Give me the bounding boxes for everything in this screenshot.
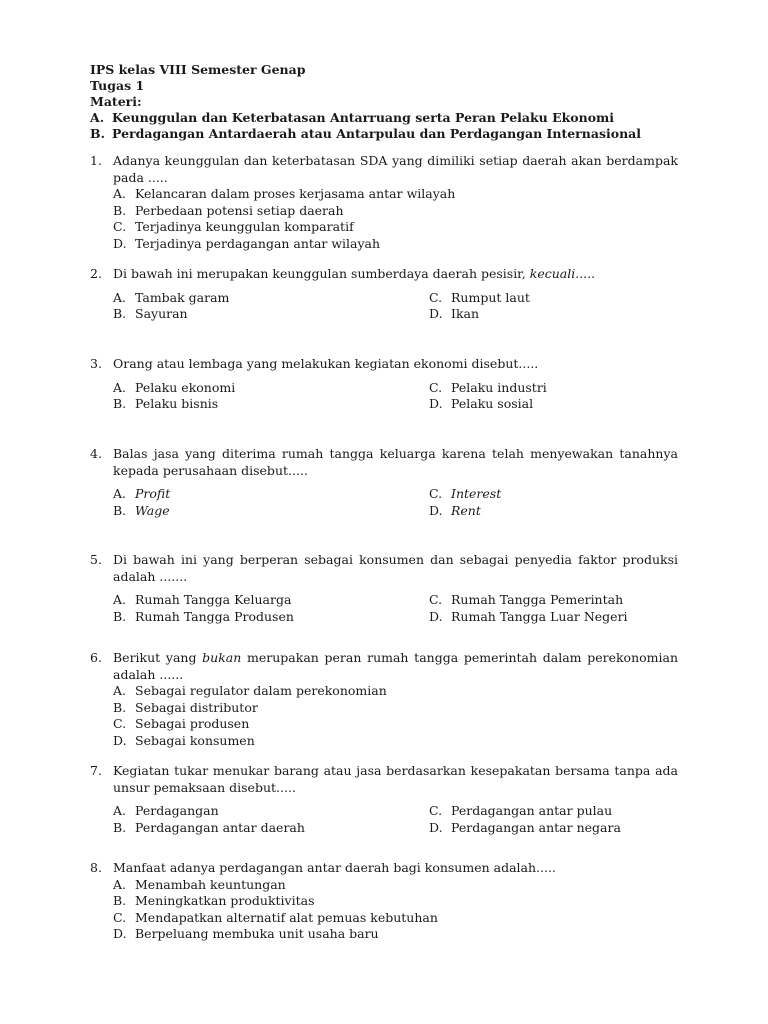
option-text: Profit bbox=[135, 486, 171, 501]
option-c[interactable] bbox=[429, 380, 729, 397]
option-text: Pelaku sosial bbox=[451, 396, 534, 411]
stem-text: merupakan peran rumah tangga pemerintah dalam perekonomian adalah ...... bbox=[113, 650, 679, 682]
option-letter: B. bbox=[113, 893, 127, 908]
option-c[interactable] bbox=[429, 803, 729, 820]
option-text: Terjadinya keunggulan komparatif bbox=[135, 219, 354, 234]
option-d[interactable] bbox=[429, 306, 729, 323]
option-text: Rumah Tangga Pemerintah bbox=[451, 592, 624, 607]
option-text: Pelaku bisnis bbox=[135, 396, 219, 411]
question-4 bbox=[90, 446, 678, 519]
option-text: Rumah Tangga Produsen bbox=[135, 608, 294, 624]
option-letter: B. bbox=[113, 502, 127, 518]
option-letter: D. bbox=[429, 502, 443, 518]
stem-emphasis: kecuali bbox=[529, 266, 576, 281]
option-letter: D. bbox=[113, 235, 127, 251]
question-stem: Manfaat adanya perdagangan antar daerah bagi konsumen adalah..... bbox=[113, 860, 556, 875]
option-d[interactable] bbox=[429, 820, 729, 837]
question-number: 5. bbox=[90, 552, 102, 567]
question-stem bbox=[113, 650, 678, 683]
option-letter: C. bbox=[113, 219, 127, 234]
option-text: Mendapatkan alternatif alat pemuas kebutuhan bbox=[135, 909, 438, 925]
question-7 bbox=[90, 763, 678, 836]
option-text: Sebagai regulator dalam perekonomian bbox=[135, 683, 387, 698]
option-grid bbox=[113, 803, 678, 836]
option-text: Rumah Tangga Keluarga bbox=[135, 592, 292, 607]
option-text: Berpeluang membuka unit usaha baru bbox=[135, 926, 379, 941]
option-d[interactable] bbox=[113, 733, 678, 750]
question-stem: Kegiatan tukar menukar barang atau jasa berdasarkan kesepakatan bersama tanpa ada unsur pemaksaan disebut..... bbox=[113, 763, 678, 795]
option-d[interactable] bbox=[113, 926, 678, 943]
option-text: Rumah Tangga Luar Negeri bbox=[451, 608, 628, 624]
materi-text: Perdagangan Antardaerah atau Antarpulau dan Perdagangan Internasional bbox=[112, 126, 642, 141]
option-text: Perdagangan bbox=[135, 803, 219, 818]
option-text: Interest bbox=[451, 486, 502, 501]
option-column-left bbox=[113, 486, 413, 519]
question-stem: Orang atau lembaga yang melakukan kegiatan ekonomi disebut..... bbox=[113, 356, 539, 371]
option-letter: D. bbox=[113, 732, 127, 748]
question-5 bbox=[90, 552, 678, 625]
option-b[interactable] bbox=[113, 893, 678, 910]
option-b[interactable] bbox=[113, 609, 413, 626]
option-text: Sayuran bbox=[135, 306, 188, 321]
question-stem: Adanya keunggulan dan keterbatasan SDA yang dimiliki setiap daerah akan berdampak pada ..... bbox=[113, 153, 678, 185]
question-2 bbox=[90, 266, 678, 323]
option-list bbox=[113, 683, 678, 749]
materi-mark: A. bbox=[90, 110, 105, 125]
question-3 bbox=[90, 356, 678, 413]
stem-text: Di bawah ini merupakan keunggulan sumberdaya daerah pesisir, bbox=[113, 266, 530, 281]
option-letter: A. bbox=[113, 683, 127, 698]
question-number: 8. bbox=[90, 860, 102, 875]
option-column-left bbox=[113, 290, 413, 323]
option-column-right bbox=[429, 486, 729, 519]
option-c[interactable] bbox=[113, 716, 678, 733]
option-c[interactable] bbox=[113, 910, 678, 927]
option-letter: C. bbox=[429, 803, 443, 818]
option-text: Pelaku ekonomi bbox=[135, 379, 236, 395]
option-text: Wage bbox=[135, 502, 170, 518]
option-d[interactable] bbox=[429, 396, 729, 413]
option-letter: D. bbox=[429, 306, 443, 321]
option-text: Kelancaran dalam proses kerjasama antar wilayah bbox=[135, 186, 456, 201]
option-list bbox=[113, 186, 678, 252]
option-text: Terjadinya perdagangan antar wilayah bbox=[135, 235, 381, 251]
option-c[interactable] bbox=[113, 219, 678, 236]
option-b[interactable] bbox=[113, 820, 413, 837]
option-text: Perbedaan potensi setiap daerah bbox=[135, 202, 344, 218]
stem-text: ..... bbox=[575, 266, 596, 281]
option-letter: C. bbox=[429, 289, 443, 305]
option-grid bbox=[113, 486, 678, 519]
option-b[interactable] bbox=[113, 396, 413, 413]
option-b[interactable] bbox=[113, 503, 413, 520]
question-number: 3. bbox=[90, 356, 102, 371]
option-c[interactable] bbox=[429, 486, 729, 503]
option-b[interactable] bbox=[113, 306, 413, 323]
option-a[interactable] bbox=[113, 486, 413, 503]
question-stem: Balas jasa yang diterima rumah tangga keluarga karena telah menyewakan tanahnya kepada perusahaan disebut..... bbox=[113, 446, 678, 478]
question-1 bbox=[90, 153, 678, 252]
question-number: 4. bbox=[90, 446, 102, 461]
option-a[interactable] bbox=[113, 592, 413, 609]
option-text: Pelaku industri bbox=[451, 379, 547, 395]
option-letter: A. bbox=[113, 592, 127, 607]
stem-text: Berikut yang bbox=[113, 650, 203, 665]
option-letter: A. bbox=[113, 379, 127, 395]
option-text: Perdagangan antar daerah bbox=[135, 819, 305, 835]
option-letter: D. bbox=[429, 396, 443, 411]
option-letter: D. bbox=[429, 608, 443, 624]
option-letter: B. bbox=[113, 306, 127, 321]
option-text: Tambak garam bbox=[135, 289, 230, 305]
materi-mark: B. bbox=[90, 126, 105, 141]
option-d[interactable] bbox=[429, 503, 729, 520]
option-a[interactable] bbox=[113, 186, 678, 203]
option-letter: A. bbox=[113, 289, 127, 305]
option-text: Perdagangan antar pulau bbox=[451, 803, 613, 818]
option-letter: C. bbox=[429, 379, 443, 395]
option-c[interactable] bbox=[429, 592, 729, 609]
option-text: Sebagai distributor bbox=[135, 699, 258, 715]
doc-title: IPS kelas VIII Semester Genap bbox=[90, 62, 306, 77]
option-b[interactable] bbox=[113, 700, 678, 717]
question-number: 2. bbox=[90, 266, 102, 281]
option-column-left bbox=[113, 380, 413, 413]
option-a[interactable] bbox=[113, 290, 413, 307]
option-d[interactable] bbox=[113, 236, 678, 253]
question-stem bbox=[113, 266, 678, 283]
option-c[interactable] bbox=[429, 290, 729, 307]
option-letter: A. bbox=[113, 486, 127, 501]
option-letter: C. bbox=[429, 592, 443, 607]
option-text: Rumput laut bbox=[451, 289, 530, 305]
materi-label: Materi: bbox=[90, 94, 142, 109]
option-letter: C. bbox=[113, 909, 127, 925]
option-letter: C. bbox=[429, 486, 443, 501]
option-letter: A. bbox=[113, 803, 127, 818]
option-text: Meningkatkan produktivitas bbox=[135, 893, 315, 908]
question-number: 7. bbox=[90, 763, 102, 778]
option-list bbox=[113, 877, 678, 943]
option-text: Perdagangan antar negara bbox=[451, 819, 621, 835]
option-text: Sebagai konsumen bbox=[135, 732, 255, 748]
option-a[interactable] bbox=[113, 380, 413, 397]
option-column-left bbox=[113, 803, 413, 836]
option-text: Rent bbox=[451, 502, 481, 518]
option-letter: B. bbox=[113, 202, 127, 218]
option-letter: B. bbox=[113, 699, 127, 715]
option-column-right bbox=[429, 803, 729, 836]
question-number: 6. bbox=[90, 650, 102, 665]
option-a[interactable] bbox=[113, 877, 678, 894]
option-grid bbox=[113, 592, 678, 625]
doc-subtitle: Tugas 1 bbox=[90, 78, 145, 93]
option-text: Menambah keuntungan bbox=[135, 876, 286, 892]
question-6 bbox=[90, 650, 678, 749]
option-letter: D. bbox=[113, 926, 127, 941]
materi-item-b bbox=[90, 126, 641, 142]
option-a[interactable] bbox=[113, 683, 678, 700]
option-letter: B. bbox=[113, 396, 127, 411]
option-a[interactable] bbox=[113, 803, 413, 820]
option-letter: D. bbox=[429, 819, 443, 835]
option-letter: C. bbox=[113, 716, 127, 731]
option-letter: A. bbox=[113, 876, 127, 892]
question-8 bbox=[90, 860, 678, 943]
question-stem: Di bawah ini yang berperan sebagai konsumen dan sebagai penyedia faktor produksi adalah ....... bbox=[113, 552, 678, 584]
option-column-right bbox=[429, 290, 729, 323]
option-b[interactable] bbox=[113, 203, 678, 220]
option-column-right bbox=[429, 380, 729, 413]
option-column-right bbox=[429, 592, 729, 625]
option-grid bbox=[113, 290, 678, 323]
option-text: Ikan bbox=[451, 306, 480, 321]
option-letter: A. bbox=[113, 186, 127, 201]
materi-item-a bbox=[90, 110, 614, 126]
option-grid bbox=[113, 380, 678, 413]
option-text: Sebagai produsen bbox=[135, 716, 250, 731]
question-number: 1. bbox=[90, 153, 102, 168]
option-letter: B. bbox=[113, 819, 127, 835]
option-d[interactable] bbox=[429, 609, 729, 626]
option-column-left bbox=[113, 592, 413, 625]
option-letter: B. bbox=[113, 608, 127, 624]
stem-emphasis: bukan bbox=[202, 650, 242, 665]
materi-text: Keunggulan dan Keterbatasan Antarruang serta Peran Pelaku Ekonomi bbox=[112, 110, 615, 125]
